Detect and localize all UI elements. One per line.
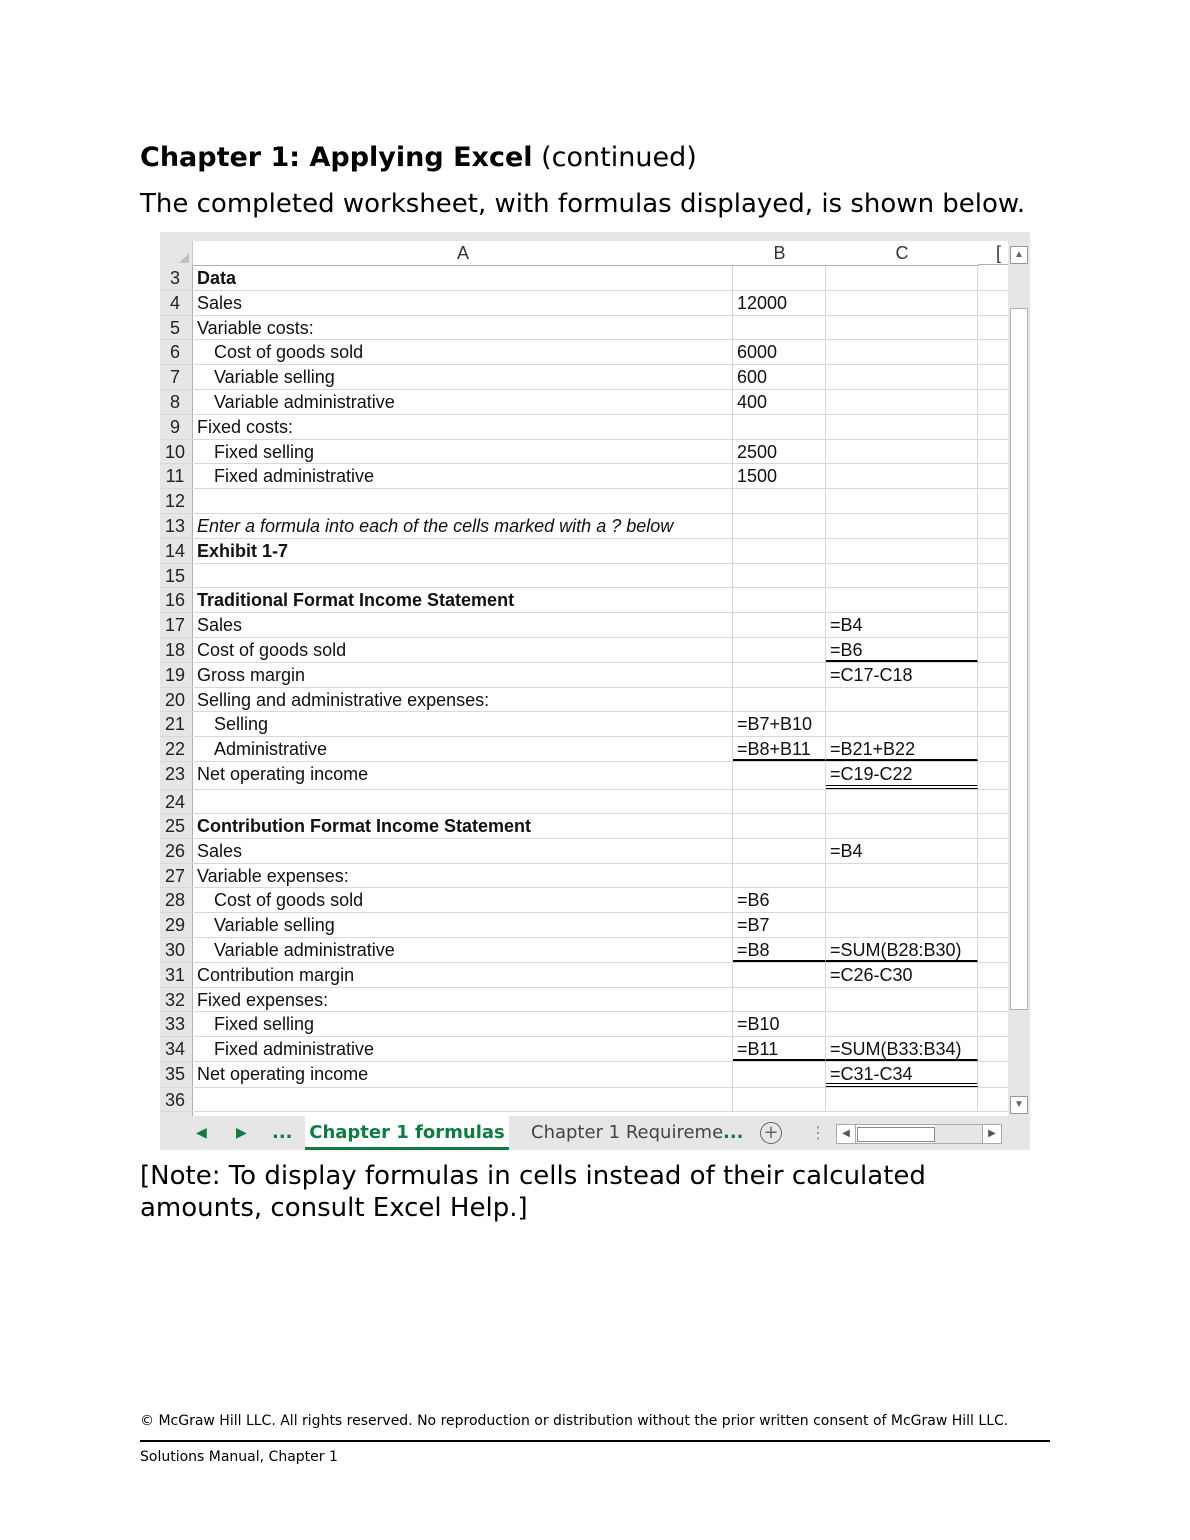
add-sheet-icon[interactable]: + [760, 1122, 782, 1144]
cell-d11[interactable] [978, 464, 1008, 488]
row-number[interactable]: 32 [164, 989, 186, 1010]
cell-d33[interactable] [978, 1012, 1008, 1036]
row-number[interactable]: 3 [169, 268, 180, 288]
cell-a10[interactable]: Fixed selling [193, 440, 733, 464]
cell-b14[interactable] [733, 539, 826, 563]
sheet-row-14 [160, 539, 1008, 564]
row-number[interactable]: 4 [169, 292, 180, 313]
cell-b28[interactable]: =B6 [733, 888, 826, 912]
cell-c15[interactable] [826, 564, 978, 588]
cell-b33[interactable]: =B10 [733, 1012, 826, 1036]
cell-c19[interactable]: =C17-C18 [826, 663, 978, 687]
row-number[interactable]: 13 [164, 515, 186, 536]
cell-a32[interactable]: Fixed expenses: [193, 988, 733, 1012]
sheet-row-10 [160, 440, 1008, 465]
copyright-notice: © McGraw Hill LLC. All rights reserved. No reproduction or distribution without the prior written consent of McGraw Hill LLC. [140, 1413, 1009, 1429]
sheet-row-33 [160, 1012, 1008, 1037]
tab-more-right[interactable]: ... [723, 1122, 744, 1143]
cell-a12[interactable] [193, 489, 733, 513]
cell-a16[interactable]: Traditional Format Income Statement [193, 588, 733, 612]
cell-c25[interactable] [826, 814, 978, 838]
cell-c21[interactable] [826, 712, 978, 736]
cell-d5[interactable] [978, 316, 1008, 340]
row-number[interactable]: 24 [164, 791, 186, 812]
row-number[interactable]: 36 [164, 1089, 186, 1110]
sheet-row-9 [160, 415, 1008, 440]
cell-a11[interactable]: Fixed administrative [193, 464, 733, 488]
sheet-row-28 [160, 888, 1008, 913]
cell-d23[interactable] [978, 762, 1008, 789]
intro-text: The completed worksheet, with formulas displayed, is shown below. [140, 189, 1026, 219]
row-number[interactable]: 29 [164, 915, 186, 936]
scroll-left-icon[interactable]: ◀ [837, 1125, 856, 1143]
sheet-row-11 [160, 464, 1008, 489]
cell-d6[interactable] [978, 340, 1008, 364]
cell-d32[interactable] [978, 988, 1008, 1012]
cell-d22[interactable] [978, 737, 1008, 761]
scroll-right-icon[interactable]: ▶ [982, 1124, 1002, 1144]
cell-d35[interactable] [978, 1062, 1008, 1087]
cell-d25[interactable] [978, 814, 1008, 838]
cell-c29[interactable] [826, 913, 978, 937]
row-number[interactable]: 17 [164, 615, 186, 636]
cell-d26[interactable] [978, 839, 1008, 863]
sheet-row-24 [160, 790, 1008, 814]
sheet-row-16 [160, 588, 1008, 613]
row-number[interactable]: 34 [164, 1039, 186, 1060]
cell-d19[interactable] [978, 663, 1008, 687]
cell-b16[interactable] [733, 588, 826, 612]
sheet-row-6 [160, 340, 1008, 365]
cell-b26[interactable] [733, 839, 826, 863]
cell-c3[interactable] [826, 266, 978, 290]
tab-chapter-1-requirements[interactable]: Chapter 1 Requireme [531, 1122, 724, 1143]
row-number[interactable]: 7 [169, 367, 180, 388]
cell-a15[interactable] [193, 564, 733, 588]
sheet-row-29 [160, 913, 1008, 938]
cell-b20[interactable] [733, 688, 826, 712]
cell-c9[interactable] [826, 415, 978, 439]
cell-d18[interactable] [978, 638, 1008, 662]
row-number[interactable]: 18 [164, 639, 186, 660]
cell-c4[interactable] [826, 291, 978, 315]
cell-c12[interactable] [826, 489, 978, 513]
page-heading [140, 140, 697, 176]
sheet-row-5 [160, 316, 1008, 341]
footer-manual-label: Solutions Manual, Chapter 1 [140, 1449, 338, 1465]
cell-d24[interactable] [978, 790, 1008, 813]
row-number[interactable]: 22 [164, 739, 186, 760]
cell-b11[interactable]: 1500 [733, 464, 826, 488]
cell-c16[interactable] [826, 588, 978, 612]
cell-b31[interactable] [733, 963, 826, 987]
cell-a5[interactable]: Variable costs: [193, 316, 733, 340]
sheet-row-4 [160, 291, 1008, 316]
tab-more-left[interactable]: ... [272, 1122, 293, 1143]
cell-a26[interactable]: Sales [193, 839, 733, 863]
cell-b5[interactable] [733, 316, 826, 340]
spreadsheet-screenshot [160, 232, 1030, 1150]
row-number[interactable]: 20 [164, 689, 186, 710]
cell-b29[interactable]: =B7 [733, 913, 826, 937]
sheet-row-22 [160, 737, 1008, 762]
cell-c35[interactable]: =C31-C34 [826, 1062, 978, 1087]
cell-d21[interactable] [978, 712, 1008, 736]
column-header-c[interactable]: C [826, 241, 979, 266]
row-number[interactable]: 28 [164, 890, 186, 911]
sheet-row-12 [160, 489, 1008, 514]
cell-b34[interactable]: =B11 [733, 1037, 826, 1061]
cell-c23[interactable]: =C19-C22 [826, 762, 978, 789]
row-number[interactable]: 12 [164, 491, 186, 512]
sheet-row-21 [160, 712, 1008, 737]
cell-b13[interactable] [733, 514, 826, 538]
cell-c8[interactable] [826, 390, 978, 414]
sheet-row-27 [160, 864, 1008, 889]
cell-c34[interactable]: =SUM(B33:B34) [826, 1037, 978, 1061]
cell-a3[interactable]: Data [193, 266, 733, 290]
row-number[interactable]: 15 [164, 565, 186, 586]
cell-c36[interactable] [826, 1088, 978, 1111]
cell-d17[interactable] [978, 613, 1008, 637]
sheet-row-35 [160, 1062, 1008, 1088]
sheet-row-25 [160, 814, 1008, 839]
cell-c24[interactable] [826, 790, 978, 813]
cell-d12[interactable] [978, 489, 1008, 513]
cell-c28[interactable] [826, 888, 978, 912]
cell-a36[interactable] [193, 1088, 733, 1111]
row-number[interactable]: 26 [164, 840, 186, 861]
sheet-tab-bar [160, 1116, 1030, 1150]
cell-c18[interactable]: =B6 [826, 638, 978, 662]
cell-c32[interactable] [826, 988, 978, 1012]
cell-d15[interactable] [978, 564, 1008, 588]
cell-a22[interactable]: Administrative [193, 737, 733, 761]
cell-b3[interactable] [733, 266, 826, 290]
cell-b4[interactable]: 12000 [733, 291, 826, 315]
cell-b9[interactable] [733, 415, 826, 439]
cell-b19[interactable] [733, 663, 826, 687]
sheet-row-20 [160, 688, 1008, 713]
sheet-row-34 [160, 1037, 1008, 1062]
note-text: [Note: To display formulas in cells instead of their calculated amounts, consult Excel Help.] [140, 1161, 926, 1223]
cell-d16[interactable] [978, 588, 1008, 612]
row-number[interactable]: 31 [164, 964, 186, 985]
cell-d13[interactable] [978, 514, 1008, 538]
cell-c27[interactable] [826, 864, 978, 888]
tab-split-handle-icon[interactable]: ⋮ [810, 1123, 826, 1142]
cell-a14[interactable]: Exhibit 1-7 [193, 539, 733, 563]
header-band [192, 232, 1008, 241]
column-header-a[interactable]: A [193, 241, 734, 266]
scroll-up-icon[interactable]: ▲ [1010, 246, 1028, 264]
cell-d31[interactable] [978, 963, 1008, 987]
sheet-row-19 [160, 663, 1008, 688]
cell-a6[interactable]: Cost of goods sold [193, 340, 733, 364]
cell-a30[interactable]: Variable administrative [193, 938, 733, 962]
cell-a21[interactable]: Selling [193, 712, 733, 736]
row-number[interactable]: 8 [169, 391, 180, 412]
cell-a20[interactable]: Selling and administrative expenses: [193, 688, 733, 712]
sheet-row-3 [160, 266, 1008, 291]
cell-d27[interactable] [978, 864, 1008, 888]
cell-b7[interactable]: 600 [733, 365, 826, 389]
cell-a25[interactable]: Contribution Format Income Statement [193, 814, 733, 838]
cell-c11[interactable] [826, 464, 978, 488]
cell-b21[interactable]: =B7+B10 [733, 712, 826, 736]
sheet-row-8 [160, 390, 1008, 415]
cell-b22[interactable]: =B8+B11 [733, 737, 826, 761]
tab-prev-icon[interactable]: ◀ [196, 1125, 207, 1141]
cell-a31[interactable]: Contribution margin [193, 963, 733, 987]
vertical-scroll-thumb[interactable] [1010, 308, 1028, 1010]
sheet-row-18 [160, 638, 1008, 663]
cell-d14[interactable] [978, 539, 1008, 563]
cell-b8[interactable]: 400 [733, 390, 826, 414]
cell-c20[interactable] [826, 688, 978, 712]
column-header-b[interactable]: B [733, 241, 827, 266]
tab-chapter-1-formulas[interactable]: Chapter 1 formulas [305, 1116, 509, 1150]
cell-b12[interactable] [733, 489, 826, 513]
sheet-row-30 [160, 938, 1008, 963]
cell-a34[interactable]: Fixed administrative [193, 1037, 733, 1061]
cell-d29[interactable] [978, 913, 1008, 937]
cell-c10[interactable] [826, 440, 978, 464]
row-number[interactable]: 35 [164, 1063, 186, 1084]
row-number[interactable]: 27 [164, 865, 186, 886]
cell-a13[interactable]: Enter a formula into each of the cells marked with a ? below [193, 514, 733, 538]
cell-d4[interactable] [978, 291, 1008, 315]
cell-b35[interactable] [733, 1062, 826, 1087]
cell-b27[interactable] [733, 864, 826, 888]
cell-a19[interactable]: Gross margin [193, 663, 733, 687]
row-number[interactable]: 14 [164, 540, 186, 561]
sheet-row-17 [160, 613, 1008, 638]
cell-d3[interactable] [978, 266, 1008, 290]
row-number[interactable]: 11 [165, 466, 185, 487]
cell-b17[interactable] [733, 613, 826, 637]
cell-b25[interactable] [733, 814, 826, 838]
cell-d28[interactable] [978, 888, 1008, 912]
cell-a8[interactable]: Variable administrative [193, 390, 733, 414]
row-number[interactable]: 25 [164, 815, 186, 836]
sheet-row-7 [160, 365, 1008, 390]
heading-suffix: (continued) [541, 142, 697, 173]
cell-b23[interactable] [733, 762, 826, 789]
cell-c17[interactable]: =B4 [826, 613, 978, 637]
row-number[interactable]: 30 [164, 939, 186, 960]
cell-a9[interactable]: Fixed costs: [193, 415, 733, 439]
cell-c33[interactable] [826, 1012, 978, 1036]
row-number[interactable]: 16 [164, 590, 186, 611]
cell-d7[interactable] [978, 365, 1008, 389]
column-header-d[interactable]: [ [978, 241, 1008, 265]
cell-a35[interactable]: Net operating income [193, 1062, 733, 1087]
cell-c6[interactable] [826, 340, 978, 364]
cell-b32[interactable] [733, 988, 826, 1012]
row-number[interactable]: 9 [169, 416, 180, 437]
sheet-row-26 [160, 839, 1008, 864]
cell-b10[interactable]: 2500 [733, 440, 826, 464]
sheet-row-23 [160, 762, 1008, 790]
row-number[interactable]: 33 [164, 1014, 186, 1035]
cell-c30[interactable]: =SUM(B28:B30) [826, 938, 978, 962]
cell-a17[interactable]: Sales [193, 613, 733, 637]
cell-c31[interactable]: =C26-C30 [826, 963, 978, 987]
row-number[interactable]: 5 [169, 317, 180, 338]
cell-a23[interactable]: Net operating income [193, 762, 733, 789]
cell-a33[interactable]: Fixed selling [193, 1012, 733, 1036]
cell-d10[interactable] [978, 440, 1008, 464]
cell-grid [160, 266, 1008, 1112]
cell-a29[interactable]: Variable selling [193, 913, 733, 937]
cell-d8[interactable] [978, 390, 1008, 414]
cell-c13[interactable] [826, 514, 978, 538]
cell-c7[interactable] [826, 365, 978, 389]
row-number[interactable]: 6 [169, 342, 180, 363]
sheet-row-15 [160, 564, 1008, 589]
cell-a7[interactable]: Variable selling [193, 365, 733, 389]
cell-a27[interactable]: Variable expenses: [193, 864, 733, 888]
cell-d30[interactable] [978, 938, 1008, 962]
cell-d9[interactable] [978, 415, 1008, 439]
cell-b15[interactable] [733, 564, 826, 588]
cell-c26[interactable]: =B4 [826, 839, 978, 863]
row-number[interactable]: 10 [164, 441, 186, 462]
cell-b24[interactable] [733, 790, 826, 813]
cell-a18[interactable]: Cost of goods sold [193, 638, 733, 662]
select-all-corner[interactable] [160, 232, 193, 267]
cell-c5[interactable] [826, 316, 978, 340]
row-number[interactable]: 23 [164, 763, 186, 784]
row-number[interactable]: 21 [164, 714, 186, 735]
cell-d34[interactable] [978, 1037, 1008, 1061]
cell-c22[interactable]: =B21+B22 [826, 737, 978, 761]
cell-d20[interactable] [978, 688, 1008, 712]
cell-c14[interactable] [826, 539, 978, 563]
sheet-row-32 [160, 988, 1008, 1013]
cell-a4[interactable]: Sales [193, 291, 733, 315]
footer-rule [140, 1440, 1050, 1442]
scroll-down-icon[interactable]: ▼ [1010, 1096, 1028, 1114]
horizontal-scrollbar[interactable] [836, 1124, 1002, 1144]
cell-b36[interactable] [733, 1088, 826, 1111]
cell-d36[interactable] [978, 1088, 1008, 1111]
cell-b18[interactable] [733, 638, 826, 662]
sheet-row-13 [160, 514, 1008, 539]
cell-a28[interactable]: Cost of goods sold [193, 888, 733, 912]
sheet-row-31 [160, 963, 1008, 988]
tab-next-icon[interactable]: ▶ [236, 1125, 247, 1141]
cell-a24[interactable] [193, 790, 733, 813]
vertical-scrollbar[interactable] [1008, 232, 1030, 1116]
cell-b30[interactable]: =B8 [733, 938, 826, 962]
heading-bold: Chapter 1: Applying Excel [140, 142, 533, 173]
row-number[interactable]: 19 [164, 664, 186, 685]
horizontal-scroll-thumb[interactable] [857, 1127, 935, 1142]
sheet-row-36 [160, 1088, 1008, 1112]
cell-b6[interactable]: 6000 [733, 340, 826, 364]
